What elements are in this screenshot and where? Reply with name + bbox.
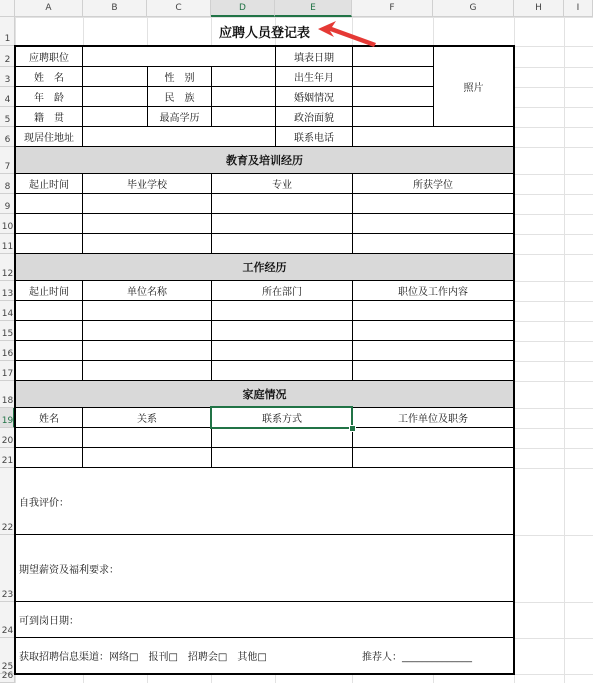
work-cell-r4-c1[interactable] [15, 360, 83, 381]
row-header-3[interactable]: 3 [0, 67, 15, 87]
work-cell-r2-c3[interactable] [211, 320, 353, 341]
value-position[interactable] [82, 46, 276, 67]
edu-cell-r3-c3[interactable] [211, 233, 353, 254]
col-header-h[interactable]: H [514, 0, 564, 17]
form-title: 应聘人员登记表 [218, 26, 310, 41]
value-native[interactable] [82, 106, 148, 127]
value-political[interactable] [352, 106, 434, 127]
recruit-channel-text: 获取招聘信息渠道：网络□ 报刊□ 招聘会□ 其他□ [19, 652, 267, 663]
edu-cell-r1-c3[interactable] [211, 193, 353, 214]
value-age[interactable] [82, 86, 148, 107]
row-header-13[interactable]: 13 [0, 281, 15, 301]
col-header-d[interactable]: D [211, 0, 275, 17]
row-header-2[interactable]: 2 [0, 46, 15, 67]
row-header-15[interactable]: 15 [0, 321, 15, 341]
edu-col-school: 毕业学校 [82, 173, 212, 194]
edu-col-period: 起止时间 [15, 173, 83, 194]
col-header-b[interactable]: B [83, 0, 147, 17]
col-header-f[interactable]: F [352, 0, 433, 17]
label-fill-date: 填表日期 [275, 46, 353, 67]
edu-cell-r3-c1[interactable] [15, 233, 83, 254]
select-all-corner[interactable] [0, 0, 15, 17]
salary-expectation-field[interactable]: 期望薪资及福利要求： [15, 534, 514, 602]
edu-cell-r1-c4[interactable] [352, 193, 514, 214]
row-header-23[interactable]: 23 [0, 535, 15, 602]
edu-cell-r2-c1[interactable] [15, 213, 83, 234]
row-header-18[interactable]: 18 [0, 381, 15, 408]
work-col-department: 所在部门 [211, 280, 353, 301]
row-header-4[interactable]: 4 [0, 87, 15, 107]
family-cell-r1-c3[interactable] [211, 427, 353, 448]
family-cell-r1-c4[interactable] [352, 427, 514, 448]
row-header-7[interactable]: 7 [0, 147, 15, 174]
self-evaluation-field[interactable]: 自我评价： [15, 467, 514, 535]
row-header-11[interactable]: 11 [0, 234, 15, 254]
label-political: 政治面貌 [275, 106, 353, 127]
work-cell-r2-c2[interactable] [82, 320, 212, 341]
work-cell-r3-c1[interactable] [15, 340, 83, 361]
family-col-name: 姓名 [15, 407, 83, 428]
label-birth: 出生年月 [275, 66, 353, 87]
work-cell-r1-c2[interactable] [82, 300, 212, 321]
row-header-25[interactable]: 25 [0, 638, 15, 674]
family-cell-r2-c4[interactable] [352, 447, 514, 468]
family-cell-r2-c3[interactable] [211, 447, 353, 468]
edu-cell-r2-c3[interactable] [211, 213, 353, 234]
edu-cell-r1-c1[interactable] [15, 193, 83, 214]
col-header-a[interactable]: A [15, 0, 83, 17]
row-header-1[interactable]: 1 [0, 17, 15, 46]
value-ethnicity[interactable] [211, 86, 276, 107]
work-cell-r4-c3[interactable] [211, 360, 353, 381]
row-header-5[interactable]: 5 [0, 107, 15, 127]
edu-cell-r2-c4[interactable] [352, 213, 514, 234]
work-cell-r2-c4[interactable] [352, 320, 514, 341]
photo-box[interactable]: 照片 [433, 46, 514, 127]
label-marital: 婚姻情况 [275, 86, 353, 107]
family-col-relation: 关系 [82, 407, 212, 428]
value-gender[interactable] [211, 66, 276, 87]
family-col-employer: 工作单位及职务 [352, 407, 514, 428]
value-education[interactable] [211, 106, 276, 127]
col-header-e[interactable]: E [275, 0, 352, 17]
label-phone: 联系电话 [275, 126, 353, 147]
recruit-channel-row[interactable] [15, 637, 514, 674]
work-col-role: 职位及工作内容 [352, 280, 514, 301]
label-education: 最高学历 [147, 106, 212, 127]
label-position: 应聘职位 [15, 46, 83, 67]
work-cell-r3-c4[interactable] [352, 340, 514, 361]
family-cell-r1-c1[interactable] [15, 427, 83, 448]
label-ethnicity: 民 族 [147, 86, 212, 107]
row-header-8[interactable]: 8 [0, 174, 15, 194]
section-family-header: 家庭情况 [15, 380, 514, 408]
edu-cell-r1-c2[interactable] [82, 193, 212, 214]
family-cell-r1-c2[interactable] [82, 427, 212, 448]
col-header-i[interactable]: I [564, 0, 593, 17]
row-header-9[interactable]: 9 [0, 194, 15, 214]
gridline-v [564, 17, 565, 683]
value-phone[interactable] [352, 126, 514, 147]
label-address: 现居住地址 [15, 126, 83, 147]
row-header-12[interactable]: 12 [0, 254, 15, 281]
row-header-19[interactable]: 19 [0, 408, 15, 428]
edu-col-degree: 所获学位 [352, 173, 514, 194]
edu-cell-r2-c2[interactable] [82, 213, 212, 234]
work-col-period: 起止时间 [15, 280, 83, 301]
row-header-6[interactable]: 6 [0, 127, 15, 147]
col-header-g[interactable]: G [433, 0, 514, 17]
row-header-10[interactable]: 10 [0, 214, 15, 234]
edu-col-major: 专业 [211, 173, 353, 194]
value-fill-date[interactable] [352, 46, 434, 67]
row-header-16[interactable]: 16 [0, 341, 15, 361]
work-cell-r4-c2[interactable] [82, 360, 212, 381]
row-header-17[interactable]: 17 [0, 361, 15, 381]
work-cell-r2-c1[interactable] [15, 320, 83, 341]
family-cell-r2-c2[interactable] [82, 447, 212, 468]
value-birth[interactable] [352, 66, 434, 87]
value-name[interactable] [82, 66, 148, 87]
label-native: 籍 贯 [15, 106, 83, 127]
recommender-text: 推荐人：______________ [362, 652, 472, 663]
section-work-header: 工作经历 [15, 253, 514, 281]
gridline-h [15, 674, 593, 675]
row-header-21[interactable]: 21 [0, 448, 15, 468]
work-cell-r3-c2[interactable] [82, 340, 212, 361]
section-education-header: 教育及培训经历 [15, 146, 514, 174]
edu-cell-r3-c4[interactable] [352, 233, 514, 254]
gridline-v [514, 17, 515, 683]
family-col-contact[interactable]: 联系方式 [211, 407, 353, 428]
annotation-arrow-icon [310, 17, 380, 49]
row-header-14[interactable]: 14 [0, 301, 15, 321]
work-cell-r1-c3[interactable] [211, 300, 353, 321]
row-header-20[interactable]: 20 [0, 428, 15, 448]
family-cell-r2-c1[interactable] [15, 447, 83, 468]
fill-handle[interactable] [349, 425, 356, 432]
label-age: 年 龄 [15, 86, 83, 107]
work-cell-r1-c4[interactable] [352, 300, 514, 321]
col-header-c[interactable]: C [147, 0, 211, 17]
work-cell-r4-c4[interactable] [352, 360, 514, 381]
label-gender: 性 别 [147, 66, 212, 87]
label-name: 姓 名 [15, 66, 83, 87]
arrival-date-field[interactable]: 可到岗日期： [15, 601, 514, 638]
work-col-company: 单位名称 [82, 280, 212, 301]
row-header-24[interactable]: 24 [0, 602, 15, 638]
value-marital[interactable] [352, 86, 434, 107]
work-cell-r3-c3[interactable] [211, 340, 353, 361]
work-cell-r1-c1[interactable] [15, 300, 83, 321]
row-header-26[interactable]: 26 [1, 671, 14, 681]
row-header-22[interactable]: 22 [0, 468, 15, 535]
value-address[interactable] [82, 126, 276, 147]
edu-cell-r3-c2[interactable] [82, 233, 212, 254]
